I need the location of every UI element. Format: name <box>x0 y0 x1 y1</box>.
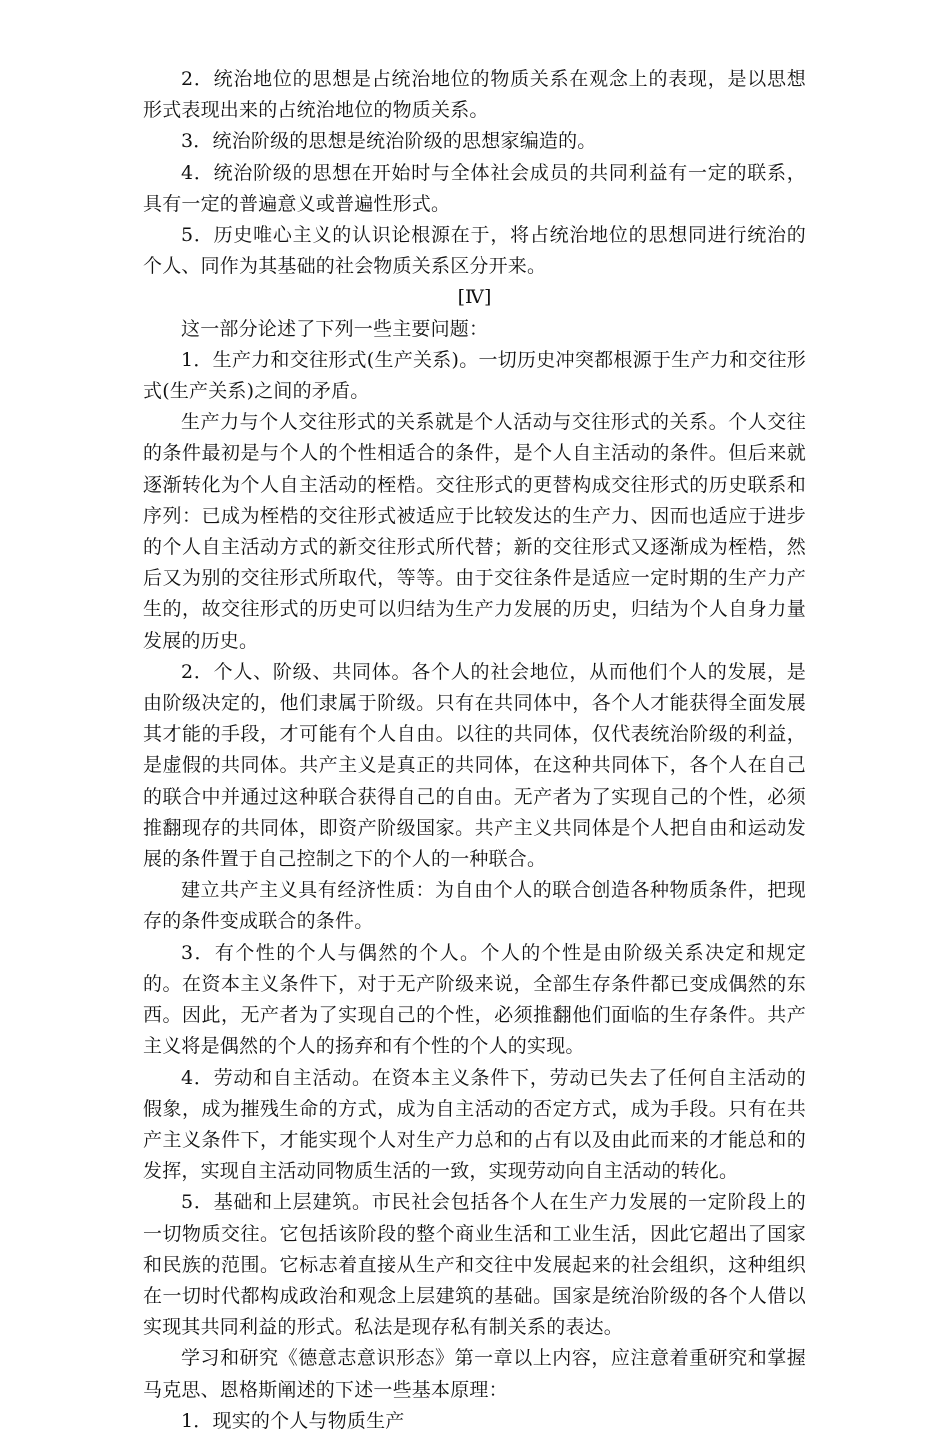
paragraph-point-1-productive-forces: 1．生产力和交往形式(生产关系)。一切历史冲突都根源于生产力和交往形式(生产关系)之间的矛盾。 <box>143 348 806 403</box>
paragraph-productive-forces-detail: 生产力与个人交往形式的关系就是个人活动与交往形式的关系。个人交往的条件最初是与个人的个性相适合的条件，是个人自主活动的条件。但后来就逐渐转化为个人自主活动的桎梏。交往形式的更替构成交往形式的历史联系和序列：已成为桎梏的交往形式被适应于比较发达的生产力、因而也适应于进步的个人自主活动方式的新交往形式所代替；新的交往形式又逐渐成为桎梏，然后又为别的交往形式所取代，等等。由于交往条件是适应一定时期的生产力产生的，故交往形式的历史可以归结为生产力发展的历史，归结为个人自身力量发展的历史。 <box>143 411 806 652</box>
paragraph-point-2-community: 2．个人、阶级、共同体。各个人的社会地位，从而他们个人的发展，是由阶级决定的，他们隶属于阶级。只有在共同体中，各个人才能获得全面发展其才能的手段，才可能有个人自由。以往的共同体，仅代表统治阶级的利益，是虚假的共同体。共产主义是真正的共同体，在这种共同体下，各个人在自己的联合中并通过这种联合获得自己的自由。无产者为了实现自己的个性，必须推翻现存的共同体，即资产阶级国家。共产主义共同体是个人把自由和运动发展的条件置于自己控制之下的个人的一种联合。 <box>143 660 806 871</box>
paragraph-point-3-individuality: 3．有个性的个人与偶然的个人。个人的个性是由阶级关系决定和规定的。在资本主义条件下，对于无产阶级来说，全部生存条件都已变成偶然的东西。因此，无产者为了实现自己的个性，必须推翻他们面临的生存条件。共产主义将是偶然的个人的扬弃和有个性的个人的实现。 <box>143 941 806 1058</box>
paragraph-point-4-common-interest: 4．统治阶级的思想在开始时与全体社会成员的共同利益有一定的联系，具有一定的普遍意义或普遍性形式。 <box>143 161 806 215</box>
paragraph-study-note: 学习和研究《德意志意识形态》第一章以上内容，应注意着重研究和掌握马克思、恩格斯阐述的下述一些基本原理： <box>143 1347 806 1401</box>
paragraph-point-3-ruling-ideologists: 3．统治阶级的思想是统治阶级的思想家编造的。 <box>181 130 597 153</box>
section-heading-iv: [Ⅳ] <box>457 286 492 309</box>
paragraph-point-4-labor: 4．劳动和自主活动。在资本主义条件下，劳动已失去了任何自主活动的假象，成为摧残生命的方式，成为自主活动的否定方式，成为手段。只有在共产主义条件下，才能实现个人对生产力总和的占有以及由此而来的才能总和的发挥，实现自主活动同物质生活的一致，实现劳动向自主活动的转化。 <box>143 1066 806 1183</box>
paragraph-principle-1: 1．现实的个人与物质生产 <box>181 1409 405 1432</box>
paragraph-point-5-idealism-root: 5．历史唯心主义的认识论根源在于，将占统治地位的思想同进行统治的个人、同作为其基础的社会物质关系区分开来。 <box>143 224 806 278</box>
paragraph-communism-economic: 建立共产主义具有经济性质：为自由个人的联合创造各种物质条件，把现存的条件变成联合的条件。 <box>143 879 806 933</box>
paragraph-section-intro: 这一部分论述了下列一些主要问题： <box>181 317 489 340</box>
document-page <box>143 64 806 1437</box>
paragraph-point-2-ruling-ideas: 2．统治地位的思想是占统治地位的物质关系在观念上的表现，是以思想形式表现出来的占统治地位的物质关系。 <box>143 68 806 122</box>
paragraph-point-5-base-superstructure: 5．基础和上层建筑。市民社会包括各个人在生产力发展的一定阶段上的一切物质交往。它包括该阶段的整个商业生活和工业生活，因此它超出了国家和民族的范围。它标志着直接从生产和交往中发展起来的社会组织，这种组织在一切时代都构成政治和观念上层建筑的基础。国家是统治阶级的各个人借以实现其共同利益的形式。私法是现存私有制关系的表达。 <box>143 1191 806 1339</box>
